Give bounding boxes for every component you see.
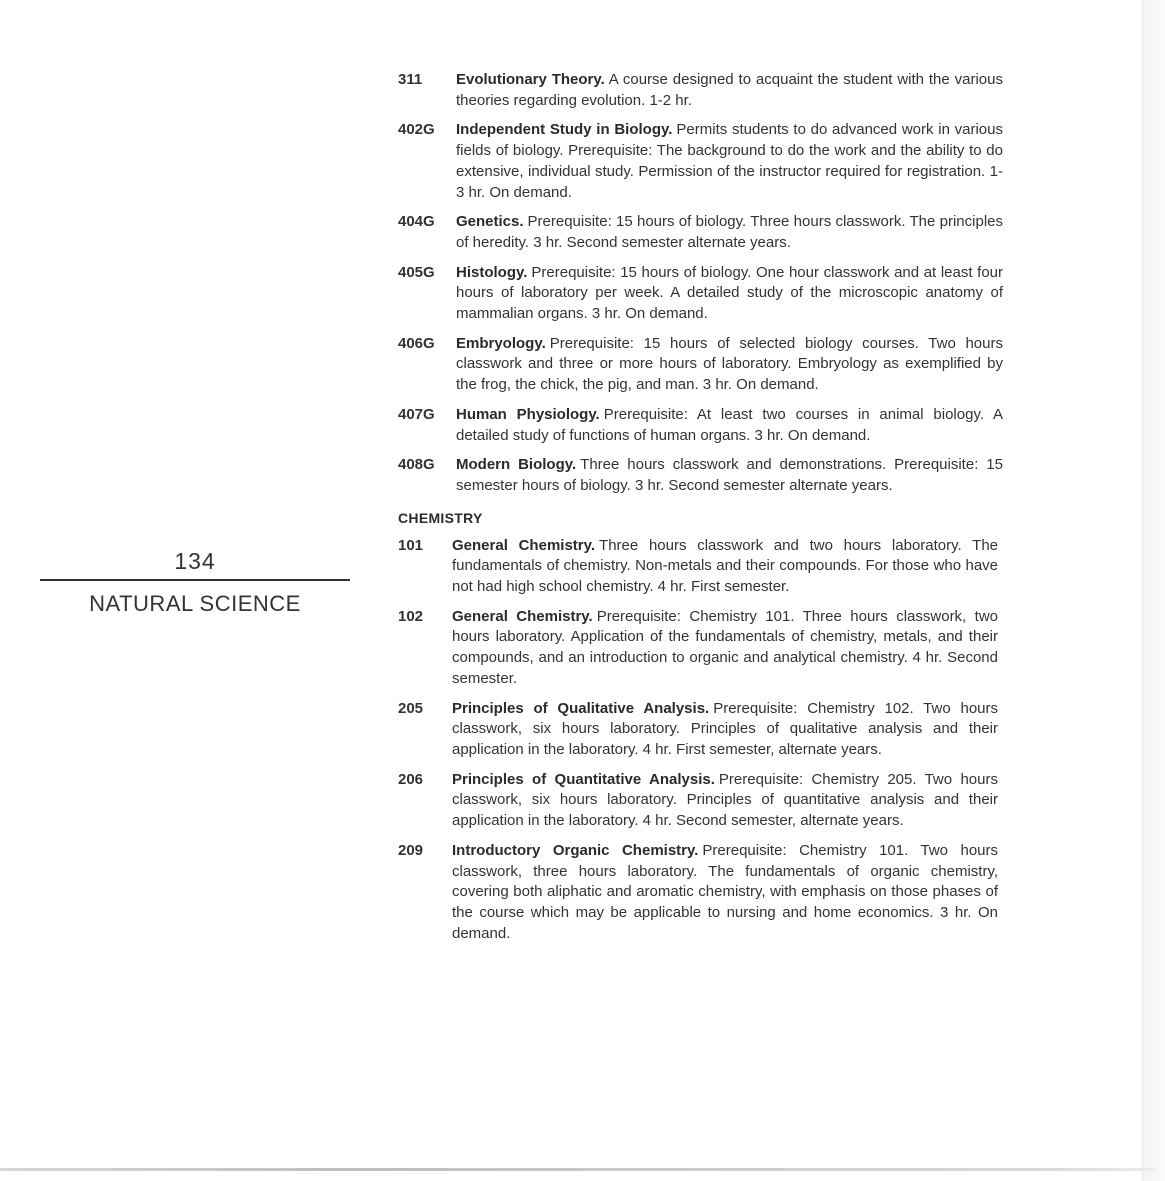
course-title: Embryology. [456, 334, 546, 352]
course-title: General Chemistry. [452, 536, 596, 554]
course-number: 404G [398, 213, 435, 231]
sidebar [40, 546, 350, 618]
course-title: Human Physiology. [456, 405, 600, 423]
course-description [456, 70, 1003, 111]
course-entry [398, 770, 998, 832]
course-number: 406G [398, 334, 435, 352]
course-description [456, 212, 1003, 253]
course-title: Principles of Qualitative Analysis. [452, 699, 710, 717]
course-description [452, 607, 998, 690]
page-number: 134 [174, 548, 216, 574]
course-text: Prerequisite: 15 hours of biology. One hour classwork and at least four hours of laboratory per week. A detailed study of the microscopic anatomy of mammalian organs. 3 hr. On demand. [456, 263, 1003, 323]
course-entry [398, 455, 1003, 496]
chemistry-courses [398, 536, 998, 945]
course-text: Permits students to do advanced work in various fields of biology. Prerequisite: The background to do the work and the ability to do extensive, individual study. Permission of the instructor required for registration. 1-3 hr. On demand. [456, 121, 1003, 201]
sidebar-divider [40, 579, 350, 581]
course-description [456, 263, 1003, 325]
course-entry [398, 405, 1003, 446]
course-title: Genetics. [456, 213, 524, 231]
course-number: 101 [398, 536, 424, 554]
course-description [456, 455, 1003, 496]
course-number: 206 [398, 770, 424, 788]
course-text: Three hours classwork and demonstrations. Prerequisite: 15 semester hours of biology. 3 hr. Second semester alternate years. [456, 456, 1003, 494]
course-text: Prerequisite: Chemistry 101. Two hours classwork, three hours laboratory. The fundamentals of organic chemistry, covering both aliphatic and aromatic chemistry, with emphasis on those phases of the course which may be applicable to nursing and home economics. 3 hr. On demand. [452, 841, 999, 942]
course-entry [398, 334, 1003, 396]
course-text: Prerequisite: Chemistry 205. Two hours classwork, six hours laboratory. Principles of quantitative analysis and their application in the laboratory. 4 hr. Second semester, alternate years. [452, 770, 998, 830]
page-edge-shadow [1142, 0, 1165, 1181]
course-description [452, 841, 998, 945]
course-entry [398, 120, 1003, 203]
course-text: Prerequisite: 15 hours of biology. Three hours classwork. The principles of heredity. 3 hr. Second semester alternate years. [456, 213, 1003, 251]
course-text: Prerequisite: 15 hours of selected biology courses. Two hours classwork and three or more hours of laboratory. Embryology as exemplified by the frog, the chick, the pig, and man. 3 hr. On demand. [456, 334, 1003, 394]
course-number: 205 [398, 699, 424, 717]
course-title: Evolutionary Theory. [456, 71, 605, 88]
course-title: Introductory Organic Chemistry. [452, 841, 699, 859]
course-entry [398, 70, 1003, 111]
course-title: Independent Study in Biology. [456, 121, 673, 139]
course-entry [398, 841, 998, 945]
course-description [456, 334, 1003, 396]
course-number: 102 [398, 607, 424, 625]
course-title: Principles of Quantitative Analysis. [452, 770, 715, 788]
course-entry [398, 212, 1003, 253]
course-number: 408G [398, 456, 435, 474]
course-title: General Chemistry. [452, 607, 593, 625]
course-number: 407G [398, 405, 435, 423]
course-number: 402G [398, 121, 435, 139]
course-text: Prerequisite: At least two courses in animal biology. A detailed study of functions of human organs. 3 hr. On demand. [456, 405, 1003, 444]
course-entry [398, 536, 998, 598]
course-description [452, 770, 998, 832]
course-entry [398, 263, 1003, 325]
course-title: Histology. [456, 263, 528, 281]
course-description [456, 405, 1003, 446]
course-entry [398, 699, 998, 761]
course-description [452, 536, 998, 598]
chemistry-heading: CHEMISTRY [398, 509, 483, 526]
section-title: NATURAL SCIENCE [89, 591, 301, 616]
course-text: Prerequisite: Chemistry 102. Two hours classwork, six hours laboratory. Principles of qualitative analysis and their application in the laboratory. 4 hr. First semester, alternate years. [452, 699, 998, 758]
course-text: Three hours classwork and two hours laboratory. The fundamentals of chemistry. Non-metals and their compounds. For those who have not had high school chemistry. 4 hr. First semester. [452, 536, 998, 596]
bottom-scan-edge [0, 1168, 1155, 1171]
course-text: A course designed to acquaint the student with the various theories regarding evolution. 1-2 hr. [456, 71, 1003, 109]
course-listing [398, 70, 1003, 953]
course-entry [398, 607, 998, 690]
course-text: Prerequisite: Chemistry 101. Three hours classwork, two hours laboratory. Application of the fundamentals of chemistry, metals, and their compounds, and an introduction to organic and analytical chemistry. 4 hr. Second semester. [452, 607, 999, 687]
course-title: Modern Biology. [456, 456, 577, 474]
course-description [456, 120, 1003, 203]
course-description [452, 699, 998, 761]
course-number: 209 [398, 841, 424, 859]
course-number: 405G [398, 263, 435, 281]
course-number: 311 [398, 71, 423, 88]
